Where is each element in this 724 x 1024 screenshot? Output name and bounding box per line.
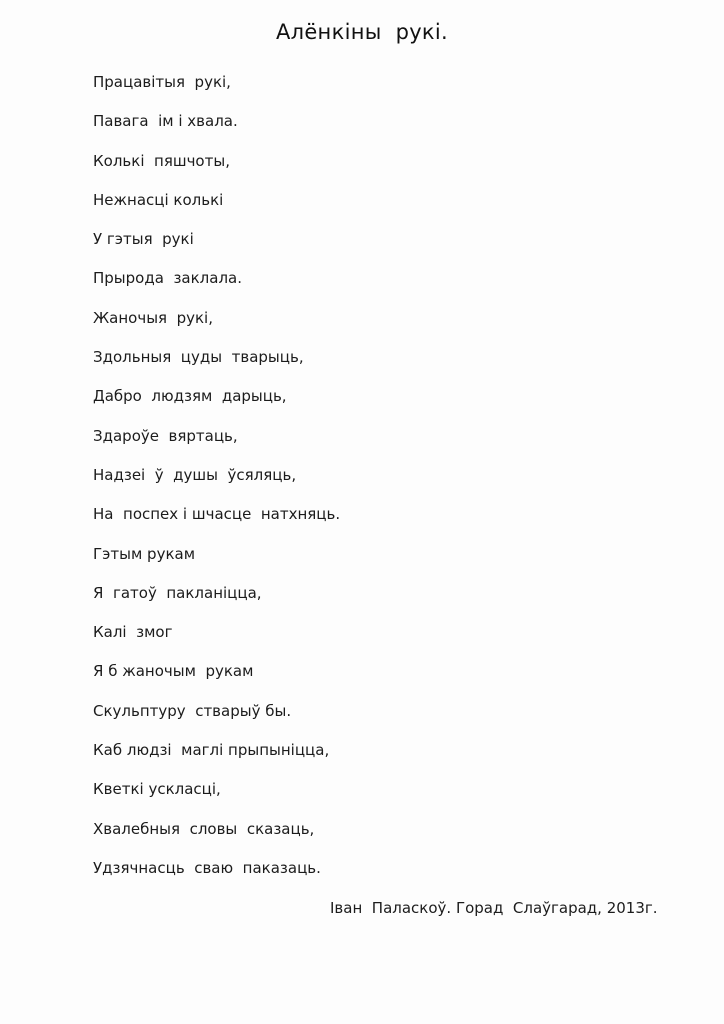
poem-line: Колькі пяшчоты, xyxy=(93,151,230,170)
author-signature: Іван Паласкоў. Горад Слаўгарад, 2013г. xyxy=(330,899,658,917)
poem-line: Здароўе вяртаць, xyxy=(93,426,238,445)
poem-line: У гэтыя рукі xyxy=(93,230,194,249)
poem-line: Скульптуру стварыў бы. xyxy=(93,701,292,720)
poem-line: Прырода заклала. xyxy=(93,269,242,288)
poem-line: Калі змог xyxy=(93,623,173,642)
poem-title: Алёнкіны рукі. xyxy=(275,20,449,44)
poem-line: Каб людзі маглі прыпыніцца, xyxy=(93,741,330,760)
poem-line: Гэтым рукам xyxy=(93,544,196,563)
poem-line: Працавітыя рукі, xyxy=(93,73,231,91)
poem-line: Жаночыя рукі, xyxy=(93,308,213,327)
poem-line: Павага ім і хвала. xyxy=(93,112,238,131)
poem-line: На поспех і шчасце натхняць. xyxy=(93,505,341,524)
poem-line: Надзеі ў душы ўсяляць, xyxy=(93,465,297,484)
poem-line: Нежнасці колькі xyxy=(93,190,224,209)
poem-line: Я б жаночым рукам xyxy=(93,662,254,681)
poem-body xyxy=(93,68,340,893)
poem-line: Удзячнасць сваю паказаць. xyxy=(93,858,321,877)
poem-line: Я гатоў пакланіцца, xyxy=(93,583,262,602)
poem-line: Кветкі ускласці, xyxy=(93,780,221,799)
poem-line: Хвалебныя словы сказаць, xyxy=(93,819,315,838)
poem-line: Дабро людзям дарыць, xyxy=(93,387,287,406)
poem-line: Здольныя цуды тварыць, xyxy=(93,348,304,367)
